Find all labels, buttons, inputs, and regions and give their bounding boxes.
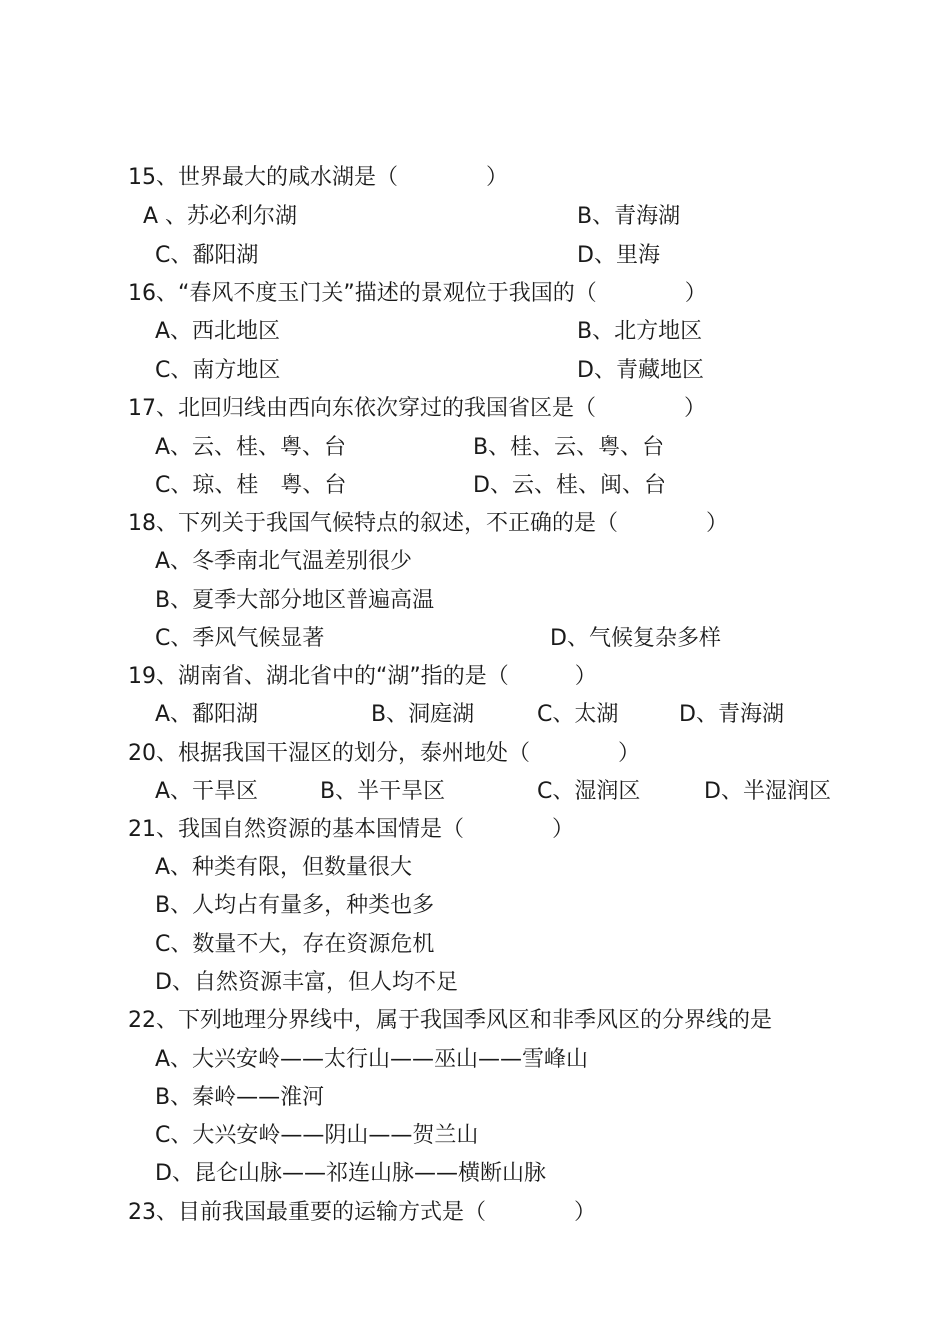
option-22-b: B、秦岭——淮河 [155, 1085, 325, 1110]
option-19-c: C、太湖 [537, 702, 619, 727]
question-15: 15、世界最大的咸水湖是（ ） [128, 165, 508, 190]
option-16-a: A、西北地区 [155, 319, 281, 344]
question-17: 17、北回归线由西向东依次穿过的我国省区是（ ） [128, 396, 706, 421]
option-15-b: B、青海湖 [577, 204, 681, 229]
option-16-c: C、南方地区 [155, 358, 281, 383]
question-21: 21、我国自然资源的基本国情是（ ） [128, 817, 574, 842]
question-16: 16、“春风不度玉门关”描述的景观位于我国的（ ） [128, 281, 707, 306]
option-17-b: B、桂、云、粤、台 [473, 435, 665, 460]
option-18-d: D、气候复杂多样 [550, 626, 721, 651]
option-21-b: B、人均占有量多，种类也多 [155, 893, 435, 918]
question-18: 18、下列关于我国气候特点的叙述，不正确的是（ ） [128, 511, 728, 536]
option-20-a: A、干旱区 [155, 779, 259, 804]
option-21-c: C、数量不大，存在资源危机 [155, 932, 435, 957]
option-18-c: C、季风气候显著 [155, 626, 325, 651]
option-19-a: A、鄱阳湖 [155, 702, 259, 727]
option-19-b: B、洞庭湖 [371, 702, 475, 727]
option-18-b: B、夏季大部分地区普遍高温 [155, 588, 435, 613]
option-22-c: C、大兴安岭——阴山——贺兰山 [155, 1123, 479, 1148]
option-21-d: D、自然资源丰富，但人均不足 [155, 970, 458, 995]
question-20: 20、根据我国干湿区的划分，泰州地处（ ） [128, 741, 640, 766]
option-17-c: C、琼、桂 粤、台 [155, 473, 347, 498]
option-17-a: A、云、桂、粤、台 [155, 435, 347, 460]
option-20-c: C、湿润区 [537, 779, 641, 804]
option-20-d: D、半湿润区 [704, 779, 831, 804]
option-18-a: A、冬季南北气温差别很少 [155, 549, 413, 574]
question-23: 23、目前我国最重要的运输方式是（ ） [128, 1200, 596, 1225]
question-22: 22、下列地理分界线中，属于我国季风区和非季风区的分界线的是 [128, 1008, 772, 1033]
option-17-d: D、云、桂、闽、台 [473, 473, 666, 498]
option-19-d: D、青海湖 [679, 702, 784, 727]
option-15-a: A 、苏必利尔湖 [143, 204, 298, 229]
option-20-b: B、半干旱区 [320, 779, 446, 804]
option-16-d: D、青藏地区 [577, 358, 704, 383]
option-21-a: A、种类有限，但数量很大 [155, 855, 413, 880]
option-15-c: C、鄱阳湖 [155, 243, 259, 268]
option-16-b: B、北方地区 [577, 319, 703, 344]
option-22-d: D、昆仑山脉——祁连山脉——横断山脉 [155, 1161, 546, 1186]
question-19: 19、湖南省、湖北省中的“湖”指的是（ ） [128, 664, 597, 689]
option-22-a: A、大兴安岭——太行山——巫山——雪峰山 [155, 1047, 589, 1072]
option-15-d: D、里海 [577, 243, 660, 268]
